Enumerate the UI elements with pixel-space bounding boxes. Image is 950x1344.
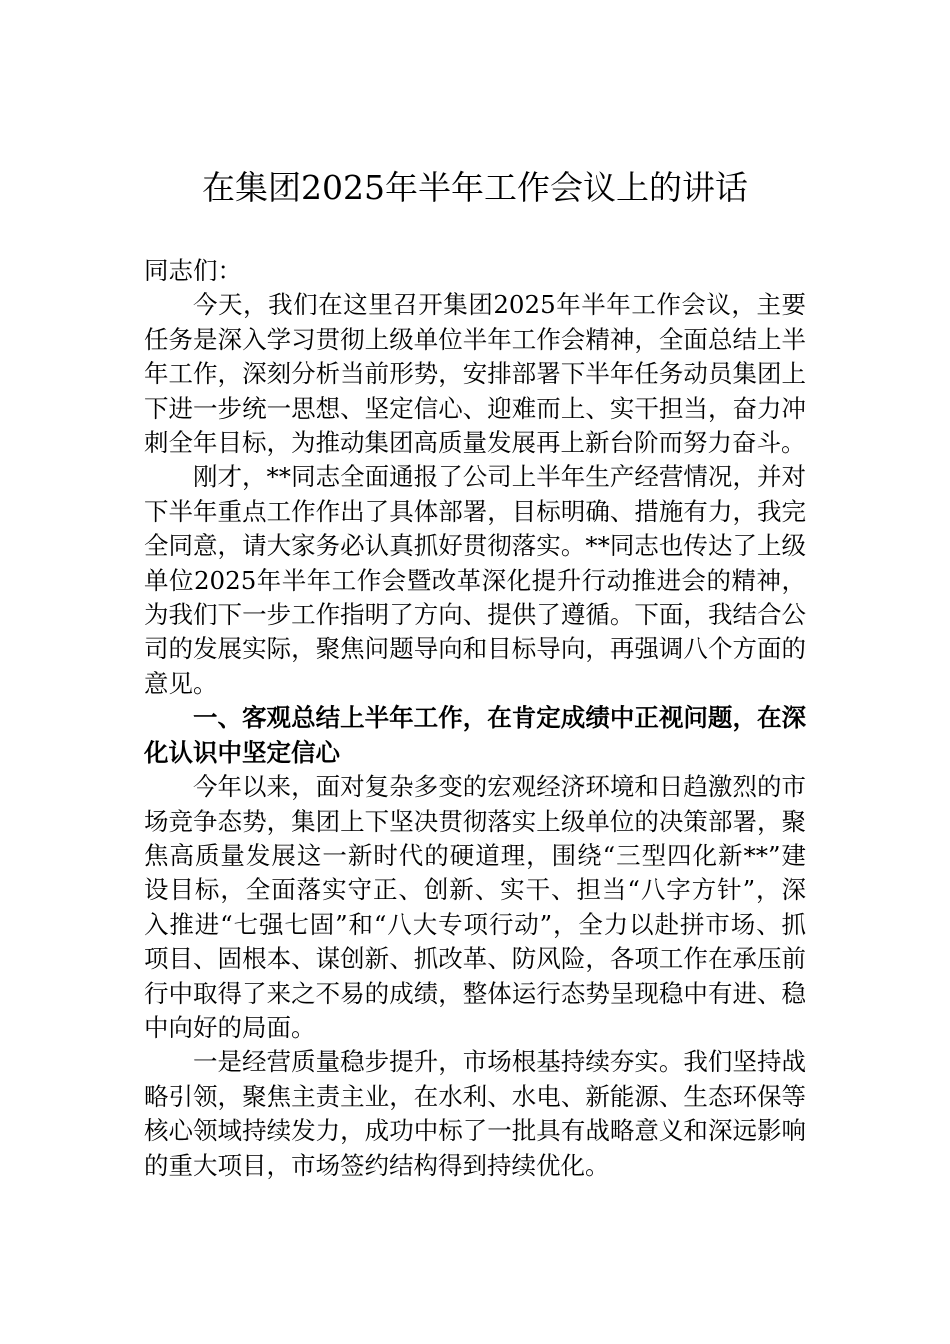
paragraph-section-overview: 今年以来，面对复杂多变的宏观经济环境和日趋激烈的市场竞争态势，集团上下坚决贯彻落实上级单位的决策部署，聚焦高质量发展这一新时代的硬道理，围绕“三型四化新**”建设目标，全面落实守正、创新、实干、担当“八字方针”，深入推进“七强七固”和“八大专项行动”，全力以赴拼市场、抓项目、固根本、谋创新、抓改革、防风险，各项工作在承压前行中取得了来之不易的成绩，整体运行态势呈现稳中有进、稳中向好的局面。 — [144, 772, 806, 1042]
paragraph-opening: 今天，我们在这里召开集团2025年半年工作会议，主要任务是深入学习贯彻上级单位半年工作会精神，全面总结上半年工作，深刻分析当前形势，安排部署下半年任务动员集团上下进一步统一思想、坚定信心、迎难而上、实干担当，奋力冲刺全年目标，为推动集团高质量发展再上新台阶而努力奋斗。 — [144, 290, 806, 458]
document-title: 在集团2025年半年工作会议上的讲话 — [202, 168, 748, 207]
salutation: 同志们： — [144, 256, 242, 285]
paragraph-business-quality: 一是经营质量稳步提升，市场根基持续夯实。我们坚持战略引领，聚焦主责主业，在水利、水电、新能源、生态环保等核心领域持续发力，成功中标了一批具有战略意义和深远影响的重大项目，市场签约结构得到持续优化。 — [144, 1047, 806, 1180]
paragraph-report-summary: 刚才，**同志全面通报了公司上半年生产经营情况，并对下半年重点工作作出了具体部署，目标明确、措施有力，我完全同意，请大家务必认真抓好贯彻落实。**同志也传达了上级单位2025年半年工作会暨改革深化提升行动推进会的精神，为我们下一步工作指明了方向、提供了遵循。下面，我结合公司的发展实际，聚焦问题导向和目标导向，再强调八个方面的意见。 — [144, 462, 806, 698]
section-heading-1: 一、客观总结上半年工作，在肯定成绩中正视问题，在深化认识中坚定信心 — [144, 703, 806, 767]
document-body — [144, 254, 806, 1183]
